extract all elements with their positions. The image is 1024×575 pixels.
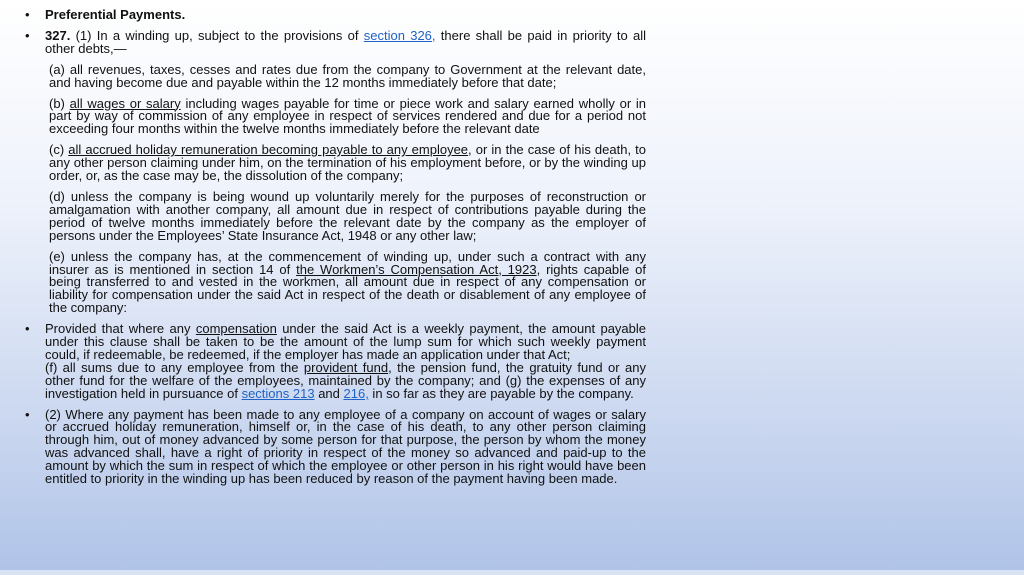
proviso-underlined: compensation — [195, 321, 277, 337]
section-326-link[interactable]: section 326, — [363, 27, 436, 43]
clause-e — [49, 248, 646, 316]
sections-213-link[interactable]: sections 213 — [241, 385, 315, 401]
clause-c-prefix: (c) — [49, 142, 69, 158]
clause-f-text-2: , the pension fund, the gratuity fund or any other fund for the welfare of the employees, maintained by the company; and — [45, 359, 646, 388]
clause-g-text-2: and — [314, 385, 344, 401]
bottom-strip — [0, 570, 1024, 575]
section-heading: Preferential Payments. — [45, 7, 186, 22]
clause-g-text-3: in so far as they are payable by the company. — [368, 385, 634, 401]
bullet-heading — [25, 9, 646, 22]
subsection-2-text: (2) Where any payment has been made to any employee of a company on account of wages or salary or accrued holiday remuneration, himself or, in the case of his death, to any other person claiming through him, out of money advanced by some person for that purpose, the person by whom the money was advanced shall, have a right of priority in respect of the money so advanced and paid-up to the amount by which the sum in respect of which the employee or other person in his right would have been entitled to priority in the winding up has been reduced by reason of the payment having been made. — [45, 406, 646, 487]
proviso-text-1: Provided that where any — [45, 321, 196, 337]
section-number: 327. — [45, 27, 71, 43]
clause-a: (a) all revenues, taxes, cesses and rates due from the company to Government at the relevant date, and having become due and payable within the 12 months immediately before that date; — [49, 61, 646, 90]
proviso-text-2: under the said Act is a weekly payment, the amount payable under this clause shall be taken to be the amount of the lump sum for which such weekly payment could, if redeemable, be redeemed, if the employer has made an application under that Act; — [45, 321, 647, 362]
slide-content — [25, 9, 646, 494]
bullet-dot: • — [25, 321, 30, 337]
provident-fund-ref: provident fund — [303, 359, 389, 375]
bullet-dot: • — [25, 7, 30, 22]
clause-b-prefix: (b) — [49, 95, 70, 111]
bullet-section-327 — [25, 27, 646, 56]
bullet-proviso — [25, 323, 646, 400]
bullet-subsection-2 — [25, 406, 646, 487]
clause-c — [49, 144, 646, 183]
clause-c-text: , or in the case of his death, to any other person claiming under him, on the termination of his employment before, or by the winding up order, or, as the case may be, the dissolution of the company; — [49, 142, 646, 184]
clause-f-text-1: (f) all sums due to any employee from the — [45, 359, 304, 375]
section-327-text-2: there shall be paid in priority to all other debts,— — [45, 27, 646, 56]
clause-b-underlined: all wages or salary — [69, 95, 181, 111]
clause-b — [49, 95, 647, 137]
workmens-compensation-act-ref: the Workmen’s Compensation Act, 1923 — [296, 261, 537, 277]
clause-g-text-1: (g) the expenses of any investigation held in pursuance of — [45, 372, 646, 401]
section-216-link[interactable]: 216, — [343, 385, 369, 401]
clause-e-text-2: , rights capable of being transferred to and vested in the workmen, all amount due in respect of any compensation or liability for compensation under the said Act in respect of the death or disablement of any employee of the company: — [49, 261, 646, 316]
clause-d: (d) unless the company is being wound up voluntarily merely for the purposes of reconstruction or amalgamation with another company, all amount due in respect of contributions payable during the period of twelve months immediately before the relevant date by the company as the employer of persons under the Employees’ State Insurance Act, 1948 or any other law; — [49, 188, 646, 243]
section-327-text-1: (1) In a winding up, subject to the provisions of — [70, 27, 364, 43]
bullet-dot: • — [25, 27, 30, 43]
clause-e-text-1: (e) unless the company has, at the commencement of winding up, under such a contract with any insurer as is mentioned in section 14 of — [49, 248, 646, 277]
clause-b-text: including wages payable for time or piece work and salary earned wholly or in part by way of commission of any employee in respect of services rendered and due for a period not exceeding four months within the twelve months immediately before the relevant date — [49, 95, 647, 137]
clause-c-underlined: all accrued holiday remuneration becoming payable to any employee — [68, 142, 469, 158]
bullet-dot: • — [25, 406, 30, 422]
